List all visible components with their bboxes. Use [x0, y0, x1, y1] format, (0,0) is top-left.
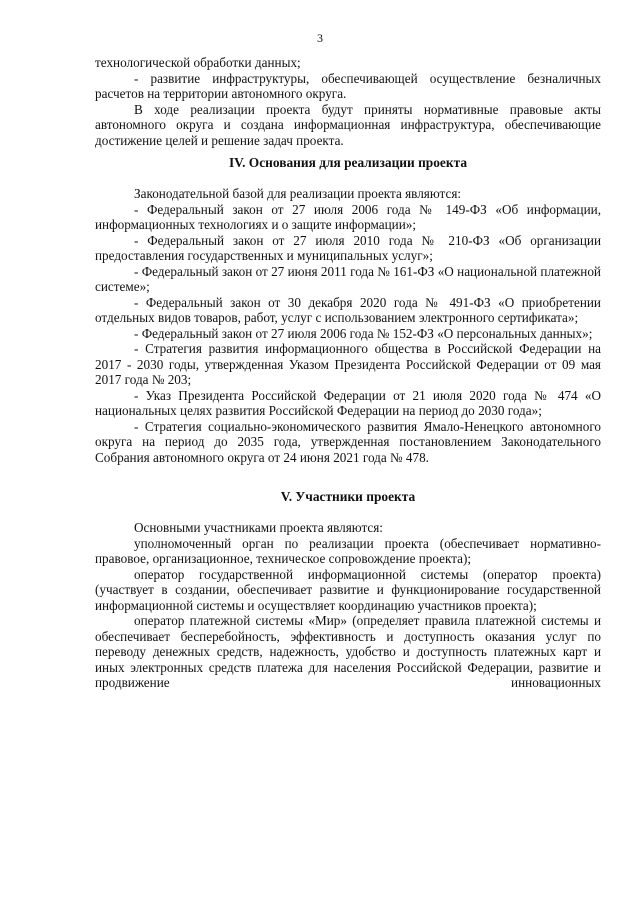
- top-block: [95, 55, 601, 148]
- paragraph-continued: технологической обработки данных;: [95, 55, 301, 70]
- law-item: - Федеральный закон от 27 июля 2006 года № 152-ФЗ «О персональных данных»;: [134, 325, 593, 341]
- section-5-title: V. Участники проекта: [280, 489, 416, 504]
- section-4-title: IV. Основания для реализации проекта: [228, 155, 468, 170]
- law-item: - Стратегия развития информационного общества в Российской Федерации на 2017 - 2030 годы, утвержденная Указом Президента Российской Федерации от 09 мая 2017 года № 203;: [95, 341, 601, 387]
- law-item: - Федеральный закон от 27 июня 2011 года № 161-ФЗ «О национальной платежной системе»;: [95, 263, 601, 294]
- paragraph-project-implementation: В ходе реализации проекта будут приняты нормативные правовые акты автономного округа и создана информационная инфраструктура, обеспечивающие достижение целей и решение задач проекта.: [95, 101, 601, 148]
- section-4-intro: Законодательной базой для реализации проекта являются:: [134, 186, 462, 201]
- participant-item: уполномоченный орган по реализации проекта (обеспечивает нормативно-правовое, организационное, техническое сопровождение проекта);: [95, 535, 601, 566]
- law-item: - Федеральный закон от 27 июля 2010 года № 210-ФЗ «Об организации предоставления государственных и муниципальных услуг»;: [95, 232, 601, 263]
- law-item: - Федеральный закон от 27 июля 2006 года № 149-ФЗ «Об информации, информационных технологиях и о защите информации»;: [95, 201, 601, 232]
- page-number: 3: [317, 31, 323, 45]
- law-item: - Стратегия социально-экономического развития Ямало-Ненецкого автономного округа на период до 2035 года, утвержденная постановлением Законодательного Собрания автономного округа от 24 июня 2021 года № 478.: [95, 418, 601, 465]
- section-5-body: [95, 520, 601, 691]
- law-item: - Указ Президента Российской Федерации от 21 июля 2020 года № 474 «О национальных целях развития Российской Федерации на период до 2030 года»;: [95, 387, 601, 418]
- section-4-heading-block: [95, 155, 601, 171]
- participant-item: оператор государственной информационной системы (оператор проекта) (участвует в создании, обеспечивает развитие и функционирование государственной информационной системы и осуществляет координацию участников проекта);: [95, 566, 601, 613]
- participant-item: оператор платежной системы «Мир» (определяет правила платежной системы и обеспечивает бесперебойность, эффективность и доступность оказания услуг по переводу денежных средств, надежность, удобство и доступность платежных карт и иных электронных средств платежа для населения Российской Федерации, развитие и продвижение инновационных: [95, 613, 601, 690]
- section-5-intro: Основными участниками проекта являются:: [134, 520, 383, 535]
- paragraph-infrastructure: - развитие инфраструктуры, обеспечивающей осуществление безналичных расчетов на территории автономного округа.: [95, 70, 601, 101]
- law-item: - Федеральный закон от 30 декабря 2020 года № 491-ФЗ «О приобретении отдельных видов товаров, работ, услуг с использованием электронного сертификата»;: [95, 294, 601, 325]
- section-5-heading-block: [95, 489, 601, 505]
- section-4-body: [95, 186, 601, 465]
